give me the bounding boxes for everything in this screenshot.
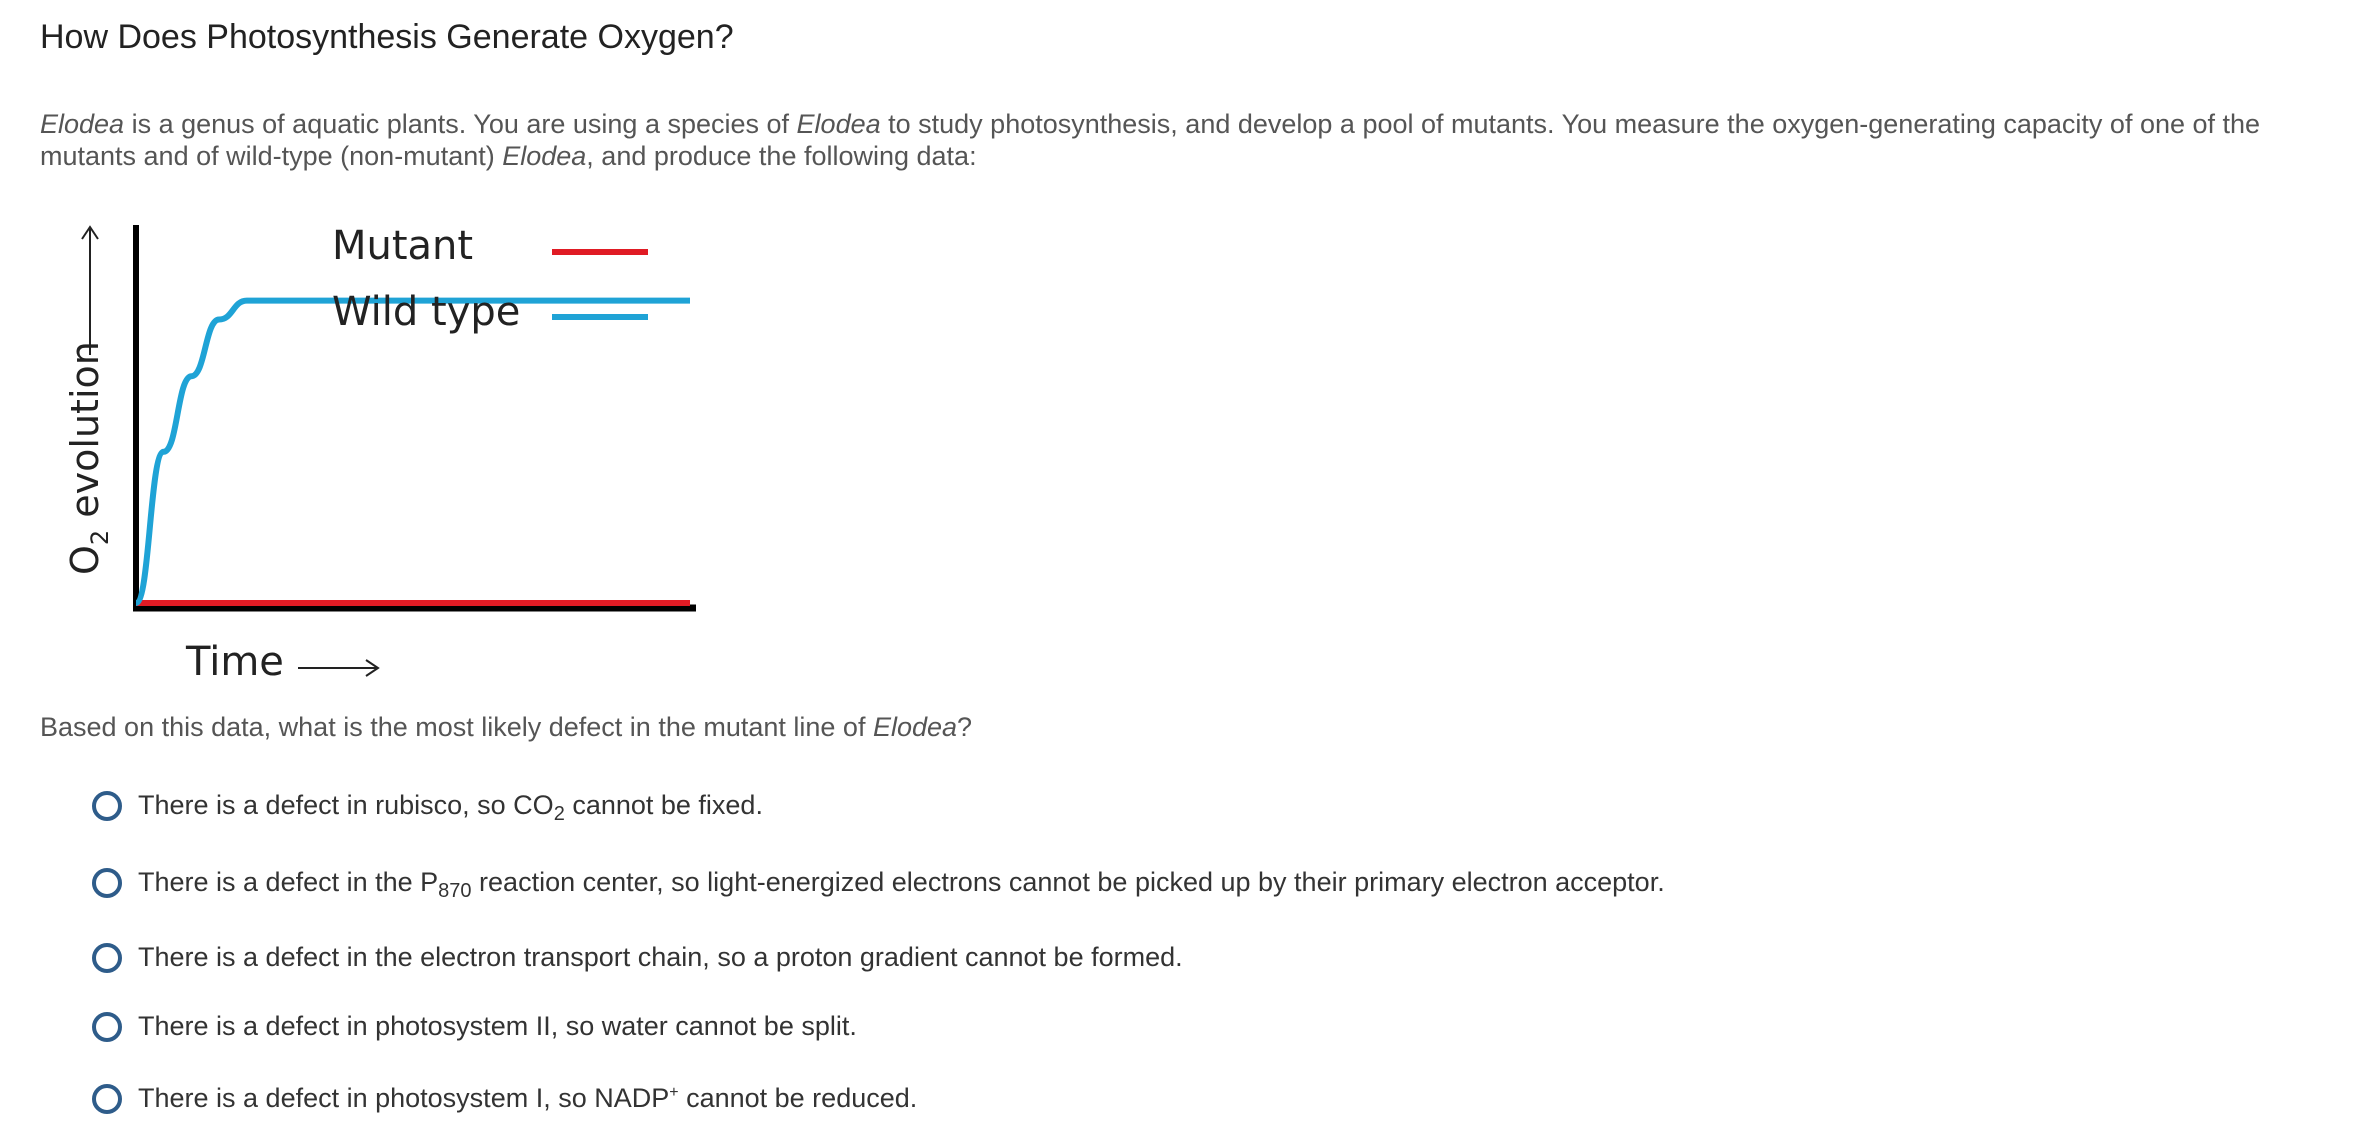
x-axis-label: Time: [186, 639, 284, 685]
intro-paragraph: [40, 108, 2340, 172]
y-axis-label: [63, 341, 114, 575]
answer-choice-2[interactable]: [92, 867, 1665, 902]
genus-name: Elodea: [796, 109, 881, 139]
radio-button[interactable]: [92, 791, 122, 821]
radio-button[interactable]: [92, 943, 122, 973]
question-genus: Elodea: [872, 712, 958, 742]
legend-mutant-label: Mutant: [332, 223, 474, 269]
intro-text-2: to study photosynthesis, and develop a pool of mutants. You measure the oxygen-generating capacity of one of the mutants and of wild-type (non-mutant): [40, 109, 2261, 171]
y-axis-label-main: O: [63, 545, 107, 575]
radio-button[interactable]: [92, 1084, 122, 1114]
genus-name: Elodea: [40, 109, 125, 139]
question-text: [40, 712, 972, 743]
wild-type-series-line: [136, 301, 690, 603]
question-end: ?: [957, 712, 973, 742]
answer-choice-1[interactable]: [92, 790, 763, 825]
answer-choice-label: There is a defect in the $P_{870}$ reaction center, so light-energized electrons cannot be picked up by their primary electron acceptor.: [138, 867, 1665, 902]
svg-text:O2 evolution: [63, 341, 114, 575]
y-axis-label-sub: 2: [86, 529, 114, 546]
question-body: Based on this data, what is the most likely defect in the mutant line of: [40, 712, 873, 742]
genus-name: Elodea: [502, 141, 587, 171]
radio-button[interactable]: [92, 1012, 122, 1042]
answer-choice-4[interactable]: [92, 1011, 857, 1042]
intro-text-1: is a genus of aquatic plants. You are using a species of: [124, 109, 797, 139]
answer-choice-label: There is a defect in photosystem II, so water cannot be split.: [138, 1011, 857, 1041]
answer-choice-label: There is a defect in rubisco, so $CO_2$ cannot be fixed.: [138, 790, 763, 825]
intro-text-3: , and produce the following data:: [586, 141, 977, 171]
legend-wild-type-label: Wild type: [332, 289, 521, 335]
answer-choice-label: There is a defect in the electron transport chain, so a proton gradient cannot be formed.: [138, 942, 1183, 972]
oxygen-evolution-chart: [40, 205, 720, 705]
answer-choice-3[interactable]: [92, 942, 1183, 973]
y-axis-label-rest: evolution: [63, 341, 107, 530]
answer-choice-label: There is a defect in photosystem I, so NADP+ cannot be reduced.: [138, 1083, 918, 1113]
radio-button[interactable]: [92, 868, 122, 898]
page-title: How Does Photosynthesis Generate Oxygen?: [40, 18, 734, 56]
answer-choice-5[interactable]: [92, 1083, 917, 1114]
